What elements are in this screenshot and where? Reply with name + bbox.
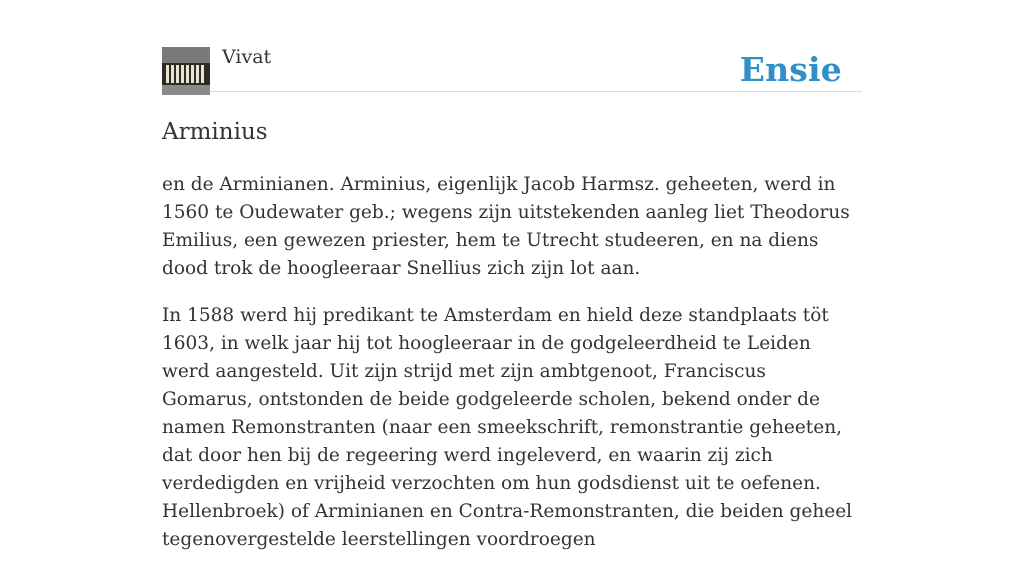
article-title: Arminius [162, 119, 268, 145]
page-container [162, 0, 862, 573]
site-header [162, 0, 862, 92]
publication-avatar[interactable] [162, 47, 210, 95]
article-paragraph: en de Arminianen. Arminius, eigenlijk Jacob Harmsz. geheeten, werd in 1560 te Oudewater geb.; wegens zijn uitstekenden aanleg liet Theodorus Emilius, een gewezen priester, hem te Utrecht studeeren, en na diens dood trok de hoogleeraar Snellius zich zijn lot aan. [162, 174, 850, 279]
brand-logo[interactable]: Ensie [739, 50, 842, 89]
article-paragraph: In 1588 werd hij predikant te Amsterdam en hield deze standplaats töt 1603, in welk jaar hij tot hoogleeraar in de godgeleerdheid te Leiden werd aangesteld. Uit zijn strijd met zijn ambtgenoot, Franciscus Gomarus, ontstonden de beide godgeleerde scholen, bekend onder de namen Remonstranten (naar een smeekschrift, remonstrantie geheeten, dat door hen bij de regeering werd ingeleverd, en waarin zij zich verdedigden en vrijheid verzochten om hun godsdienst uit te oefenen. Hellenbroek) of Arminianen en Contra-Remonstranten, die beiden geheel tegenovergestelde leerstellingen voordroegen [162, 305, 853, 550]
article-body [162, 171, 862, 554]
book-spines-icon [162, 47, 210, 95]
publication-name-link[interactable]: Vivat [222, 46, 272, 68]
